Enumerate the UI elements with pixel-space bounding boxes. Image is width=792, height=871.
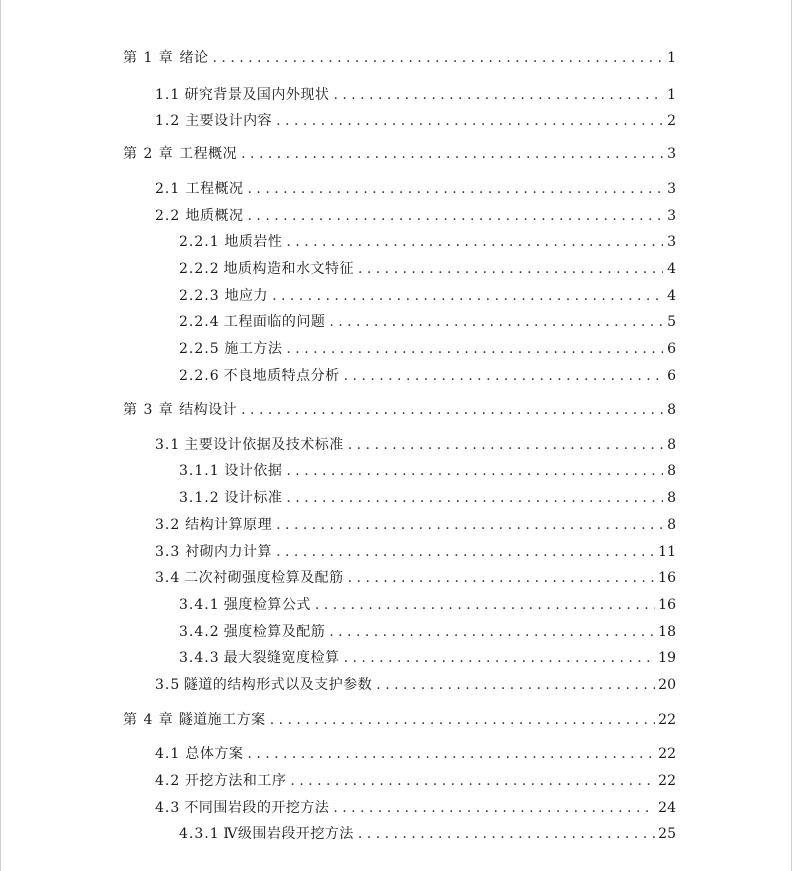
entry-page-number: 3: [667, 234, 676, 250]
entry-page-number: 4: [667, 261, 676, 277]
toc-subsection-entry[interactable]: [179, 365, 676, 387]
entry-number: 1.1: [155, 87, 181, 103]
entry-number: 2.2.4: [179, 314, 220, 330]
toc-subsection-entry[interactable]: [179, 621, 676, 643]
dot-leader: [358, 823, 655, 845]
entry-title: 不同围岩段的开挖方法: [184, 800, 330, 816]
entry-title: 结构设计: [179, 402, 238, 418]
entry-page-number: 8: [667, 490, 676, 506]
entry-title: 设计标准: [224, 490, 283, 506]
entry-page-number: 6: [667, 341, 676, 357]
entry-number: 3.1: [155, 437, 181, 453]
dot-leader: [286, 231, 663, 253]
entry-page-number: 22: [658, 746, 676, 762]
entry-title: 研究背景及国内外现状: [184, 87, 330, 103]
entry-page-number: 4: [667, 288, 676, 304]
toc-section-entry[interactable]: [155, 743, 676, 765]
dot-leader: [276, 541, 655, 563]
dot-leader: [348, 567, 656, 589]
dot-leader: [329, 621, 655, 643]
entry-page-number: 1: [667, 50, 676, 66]
dot-leader: [247, 743, 655, 765]
dot-leader: [248, 178, 663, 200]
entry-page-number: 16: [658, 597, 676, 613]
entry-page-number: 20: [658, 677, 676, 693]
entry-number: 1.2: [155, 113, 181, 129]
entry-title: 主要设计内容: [185, 113, 273, 129]
toc-subsection-entry[interactable]: [179, 285, 676, 307]
toc-chapter-entry[interactable]: [123, 399, 676, 421]
toc-subsection-entry[interactable]: [179, 823, 676, 845]
entry-number: 3.3: [155, 544, 181, 560]
entry-title: 开挖方法和工序: [184, 773, 287, 789]
entry-title: 不良地质特点分析: [223, 368, 340, 384]
dot-leader: [333, 797, 655, 819]
entry-number: 3.1.1: [179, 463, 220, 479]
entry-title: 施工方法: [224, 341, 283, 357]
entry-title: 地质概况: [185, 208, 244, 224]
toc-subsection-entry[interactable]: [179, 338, 676, 360]
dot-leader: [358, 258, 663, 280]
entry-number: 2.2.1: [179, 234, 220, 250]
entry-number: 3.4.2: [179, 624, 220, 640]
entry-number: 2.2: [155, 208, 181, 224]
entry-number: 4.1: [155, 746, 181, 762]
dot-leader: [270, 709, 655, 731]
entry-title: 隧道施工方案: [178, 712, 266, 728]
dot-leader: [286, 460, 663, 482]
entry-title: 总体方案: [185, 746, 244, 762]
entry-number: 3.2: [155, 517, 181, 533]
table-of-contents: [1, 0, 792, 871]
dot-leader: [344, 365, 663, 387]
entry-page-number: 2: [667, 113, 676, 129]
entry-number: 第 1 章: [123, 50, 174, 66]
entry-number: 2.2.3: [179, 288, 220, 304]
entry-page-number: 22: [658, 773, 676, 789]
dot-leader: [272, 285, 663, 307]
dot-leader: [290, 770, 655, 792]
toc-section-entry[interactable]: [155, 434, 676, 456]
entry-title: 地质构造和水文特征: [223, 261, 354, 277]
entry-page-number: 3: [667, 146, 676, 162]
entry-title: 衬砌内力计算: [185, 544, 273, 560]
dot-leader: [241, 143, 663, 165]
entry-title: 主要设计依据及技术标准: [184, 437, 344, 453]
entry-page-number: 8: [667, 517, 676, 533]
entry-title: 绪论: [179, 50, 209, 66]
toc-chapter-entry[interactable]: [123, 709, 676, 731]
entry-number: 第 4 章: [123, 712, 174, 728]
toc-section-entry[interactable]: [155, 567, 676, 589]
entry-page-number: 24: [658, 800, 676, 816]
entry-number: 第 2 章: [123, 146, 174, 162]
entry-page-number: 22: [658, 712, 676, 728]
entry-page-number: 18: [658, 624, 676, 640]
toc-section-entry[interactable]: [155, 797, 676, 819]
toc-subsection-entry[interactable]: [179, 311, 676, 333]
entry-title: 地应力: [224, 288, 269, 304]
entry-number: 2.1: [155, 181, 181, 197]
entry-page-number: 25: [658, 826, 676, 842]
entry-number: 4.3: [155, 800, 181, 816]
dot-leader: [315, 594, 655, 616]
toc-subsection-entry[interactable]: [179, 594, 676, 616]
dot-leader: [286, 487, 663, 509]
toc-section-entry[interactable]: [155, 541, 676, 563]
entry-title: 工程概况: [179, 146, 238, 162]
entry-title: 二次衬砌强度检算及配筋: [184, 570, 344, 586]
toc-subsection-entry[interactable]: [179, 460, 676, 482]
entry-page-number: 8: [667, 463, 676, 479]
entry-number: 2.2.6: [179, 368, 220, 384]
toc-section-entry[interactable]: [155, 110, 676, 132]
entry-title: Ⅳ级围岩段开挖方法: [223, 826, 354, 842]
toc-chapter-entry[interactable]: [123, 47, 676, 69]
entry-title: 隧道的结构形式以及支护参数: [183, 677, 373, 693]
dot-leader: [276, 514, 663, 536]
toc-chapter-entry[interactable]: [123, 143, 676, 165]
entry-number: 3.4.3: [179, 650, 220, 666]
entry-title: 强度检算及配筋: [223, 624, 326, 640]
toc-subsection-entry[interactable]: [179, 258, 676, 280]
dot-leader: [333, 84, 663, 106]
entry-page-number: 8: [667, 402, 676, 418]
entry-number: 2.2.2: [179, 261, 220, 277]
dot-leader: [213, 47, 663, 69]
entry-title: 结构计算原理: [185, 517, 273, 533]
entry-number: 第 3 章: [123, 402, 174, 418]
entry-number: 3.1.2: [179, 490, 220, 506]
toc-section-entry[interactable]: [155, 84, 676, 106]
entry-page-number: 6: [667, 368, 676, 384]
toc-section-entry[interactable]: [155, 205, 676, 227]
entry-title: 工程面临的问题: [223, 314, 326, 330]
entry-page-number: 16: [658, 570, 676, 586]
entry-page-number: 8: [667, 437, 676, 453]
entry-number: 2.2.5: [179, 341, 220, 357]
dot-leader: [376, 674, 655, 696]
entry-number: 3.4: [155, 570, 181, 586]
dot-leader: [286, 338, 663, 360]
toc-subsection-entry[interactable]: [179, 647, 676, 669]
entry-title: 工程概况: [185, 181, 244, 197]
entry-number: 4.2: [155, 773, 181, 789]
entry-number: 3.5: [155, 677, 181, 693]
dot-leader: [276, 110, 663, 132]
entry-number: 4.3.1: [179, 826, 220, 842]
dot-leader: [248, 205, 663, 227]
dot-leader: [348, 434, 663, 456]
dot-leader: [329, 311, 663, 333]
entry-title: 强度检算公式: [223, 597, 311, 613]
entry-title: 地质岩性: [224, 234, 283, 250]
toc-subsection-entry[interactable]: [179, 487, 676, 509]
toc-section-entry[interactable]: [155, 674, 676, 696]
entry-number: 3.4.1: [179, 597, 220, 613]
entry-page-number: 3: [667, 208, 676, 224]
entry-title: 最大裂缝宽度检算: [223, 650, 340, 666]
entry-title: 设计依据: [224, 463, 283, 479]
toc-subsection-entry[interactable]: [179, 231, 676, 253]
toc-section-entry[interactable]: [155, 770, 676, 792]
entry-page-number: 19: [658, 650, 676, 666]
entry-page-number: 11: [658, 544, 676, 560]
dot-leader: [241, 399, 663, 421]
dot-leader: [344, 647, 656, 669]
entry-page-number: 1: [667, 87, 676, 103]
entry-page-number: 5: [667, 314, 676, 330]
toc-section-entry[interactable]: [155, 514, 676, 536]
entry-page-number: 3: [667, 181, 676, 197]
toc-section-entry[interactable]: [155, 178, 676, 200]
